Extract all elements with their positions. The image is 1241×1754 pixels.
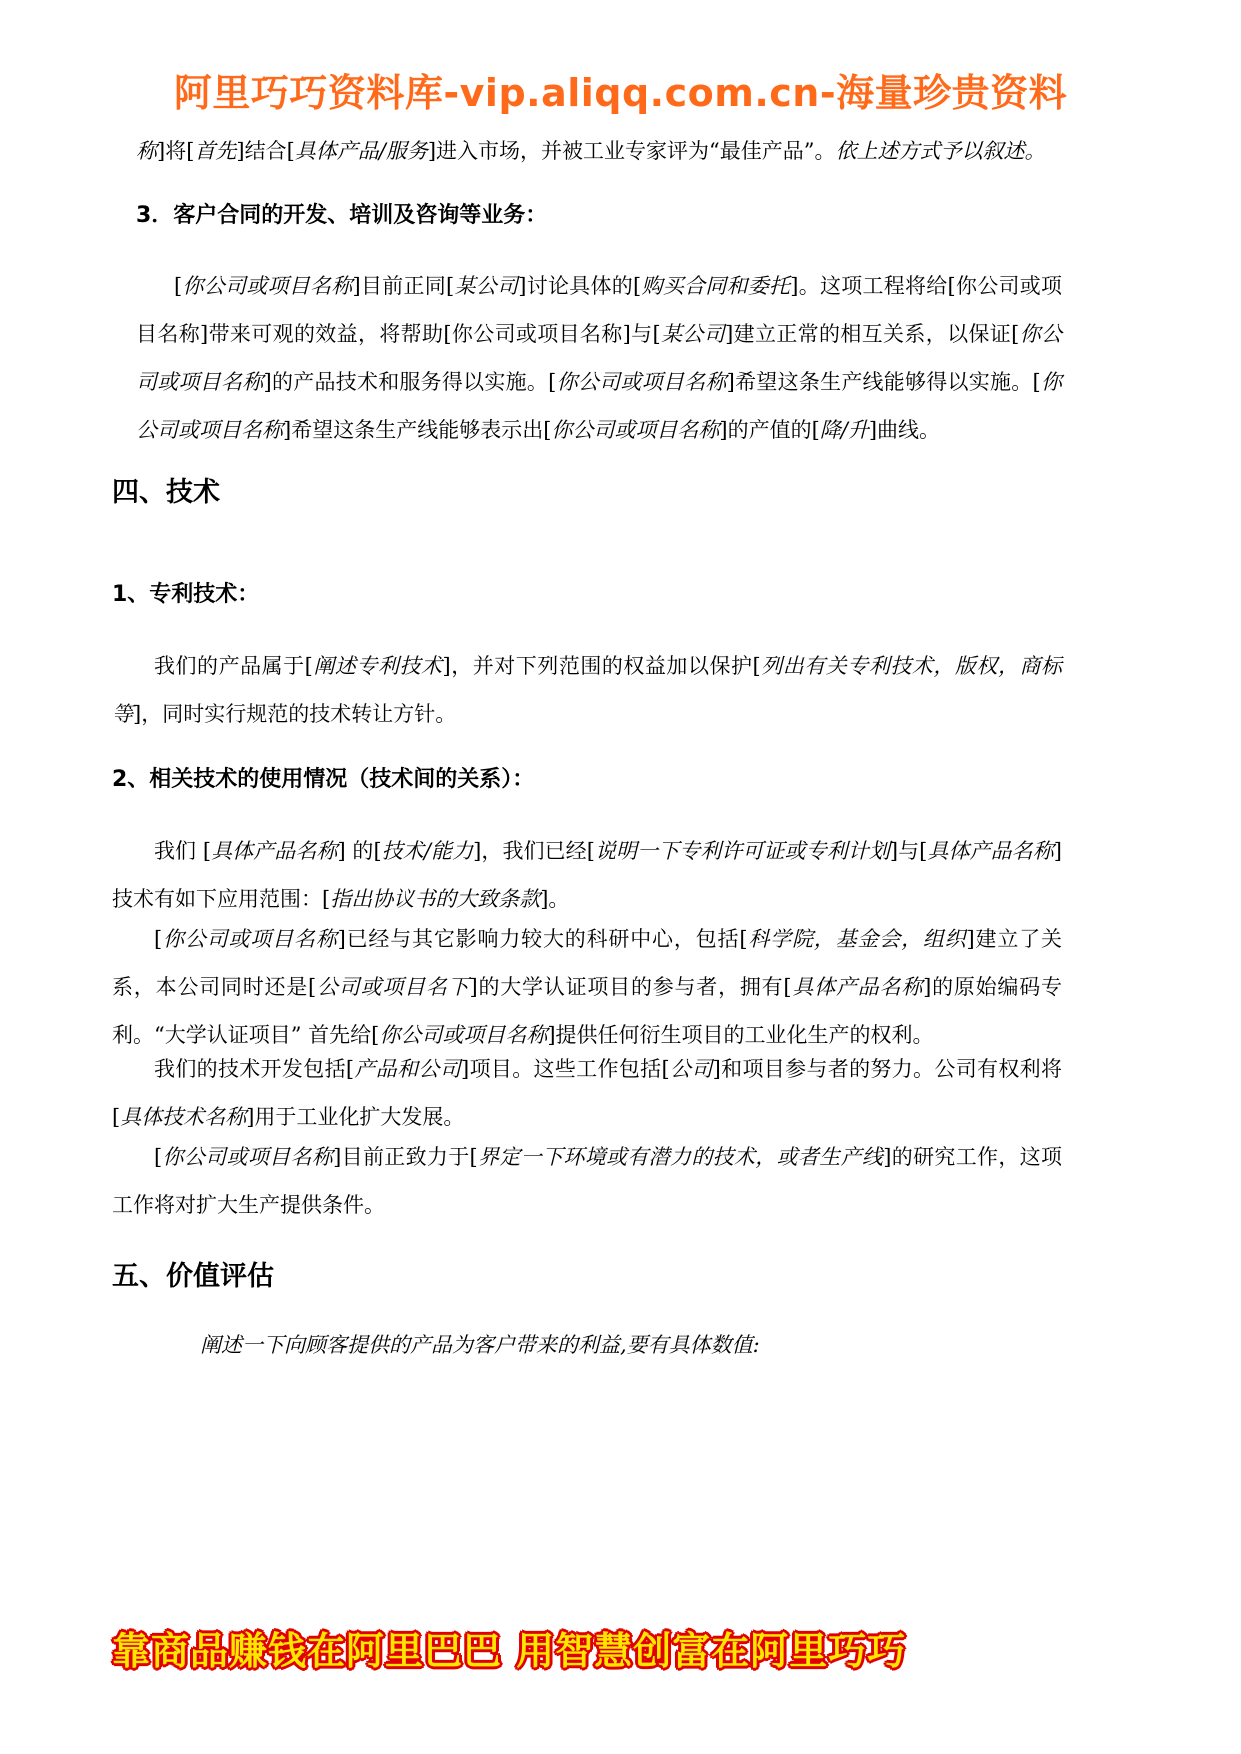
text-run: ]希望这条生产线能够得以实施。[	[726, 370, 1041, 394]
text-run: 具体产品名称	[791, 975, 924, 999]
text-run: ]提供任何衍生项目的工业化生产的权利。	[547, 1023, 934, 1047]
text-run: 你公司或项目名称	[556, 370, 727, 394]
text-run: ]目前正同[	[352, 274, 455, 298]
text-run: ]建立了关系，本公司同时还是[	[112, 927, 1063, 999]
text-run: ]目前正致力于[	[333, 1145, 478, 1169]
section3-paragraph	[136, 262, 1062, 454]
text-run: 具体技术名称	[120, 1105, 247, 1129]
text-run: 科学院，基金会，组织	[747, 927, 967, 951]
text-run: ]，我们已经[	[473, 839, 595, 863]
text-run: 你公司或项目名称	[551, 418, 720, 442]
subsection2-paragraph-1	[112, 827, 1062, 923]
text-run: 公司	[669, 1057, 713, 1081]
text-run: 你公司或项目名称	[136, 370, 1062, 442]
text-run: 降/升	[819, 418, 869, 442]
text-run: ]项目。这些工作包括[	[461, 1057, 670, 1081]
text-run: ]结合[	[236, 139, 295, 163]
text-run: ]建立正常的相互关系，以保证[	[725, 322, 1020, 346]
text-run: ]曲线。	[868, 418, 941, 442]
text-run: 我们 [	[154, 839, 212, 863]
text-run: ]。这项工程将给[你公司或项目名称]带来可观的效益，将帮助[你公司或项目名称]与[	[136, 274, 1063, 346]
top-line	[136, 141, 1046, 162]
text-run: 公司或项目名下	[316, 975, 470, 999]
text-run: 指出协议书的大致条款	[330, 887, 541, 911]
text-run: 购买合同和委托	[641, 274, 791, 298]
text-run: ]与[	[889, 839, 928, 863]
text-run: ]的产品技术和服务得以实施。[	[263, 370, 557, 394]
text-run: ]技术有如下应用范围：[	[112, 839, 1062, 911]
subsection2-paragraph-4	[112, 1133, 1062, 1229]
text-run: 称	[136, 139, 157, 163]
text-run: ]的研究工作，这项工作将对扩大生产提供条件。	[112, 1145, 1063, 1217]
text-run: 我们的技术开发包括[	[154, 1057, 355, 1081]
footer-slogan: 靠商品赚钱在阿里巴巴 用智慧创富在阿里巧巧	[112, 1629, 907, 1673]
text-run: 具体产品名称	[927, 839, 1054, 863]
text-run: 阐述专利技术	[312, 654, 443, 678]
text-run: [	[174, 274, 183, 298]
text-run: 界定一下环境或有潜力的技术，或者生产线	[477, 1145, 884, 1169]
text-run: 列出有关专利技术，版权，商标等	[112, 654, 1062, 726]
text-run: ]讨论具体的[	[518, 274, 642, 298]
text-run: 某公司	[454, 274, 519, 298]
text-run: ] 的[	[337, 839, 382, 863]
text-run: [	[154, 927, 163, 951]
text-run: ]用于工业化扩大发展。	[246, 1105, 465, 1129]
text-run: ]的产值的[	[719, 418, 820, 442]
text-run: ]将[	[157, 139, 195, 163]
text-run: 你公司或项目名称	[136, 322, 1063, 394]
text-run: ]，并对下列范围的权益加以保护[	[442, 654, 761, 678]
text-run: ]的原始编码专利。“大学认证项目” 首先给[	[112, 975, 1062, 1047]
text-run: 你公司或项目名称	[162, 1145, 334, 1169]
subsection1-paragraph	[112, 642, 1062, 738]
text-run: [	[154, 1145, 163, 1169]
subsection1-heading: 1、专利技术：	[112, 582, 260, 607]
section5-note: 阐述一下向顾客提供的产品为客户带来的利益,要有具体数值:	[200, 1333, 760, 1357]
text-run: ]。	[540, 887, 570, 911]
text-run: ]的大学认证项目的参与者，拥有[	[469, 975, 792, 999]
text-run: 产品和公司	[354, 1057, 462, 1081]
text-run: 你公司或项目名称	[379, 1023, 548, 1047]
text-run: 具体产品名称	[211, 839, 338, 863]
text-run: 我们的产品属于[	[154, 654, 313, 678]
section3-heading: 3．客户合同的开发、培训及咨询等业务：	[136, 203, 548, 228]
text-run: 依上述方式予以叙述。	[835, 139, 1046, 163]
section4-title: 四、技术	[112, 477, 220, 508]
text-run: ]已经与其它影响力较大的科研中心，包括[	[337, 927, 748, 951]
text-run: ]进入市场，并被工业专家评为“最佳产品”。	[427, 139, 836, 163]
text-run: 具体产品/服务	[294, 139, 428, 163]
text-run: 技术/能力	[381, 839, 474, 863]
subsection2-paragraph-3	[112, 1045, 1062, 1141]
text-run: 首先	[194, 139, 237, 163]
text-run: ]希望这条生产线能够表示出[	[283, 418, 552, 442]
text-run: ]和项目参与者的努力。公司有权利将[	[112, 1057, 1062, 1129]
text-run: 你公司或项目名称	[182, 274, 353, 298]
text-run: ]，同时实行规范的技术转让方针。	[133, 702, 457, 726]
subsection2-heading: 2、相关技术的使用情况（技术间的关系）：	[112, 767, 535, 792]
section5-title: 五、价值评估	[112, 1261, 274, 1292]
text-run: 某公司	[660, 322, 726, 346]
header-banner: 阿里巧巧资料库-vip.aliqq.com.cn-海量珍贵资料	[173, 71, 1068, 115]
text-run: 说明一下专利许可证或专利计划	[594, 839, 890, 863]
text-run: 你公司或项目名称	[162, 927, 338, 951]
subsection2-paragraph-2	[112, 915, 1062, 1059]
